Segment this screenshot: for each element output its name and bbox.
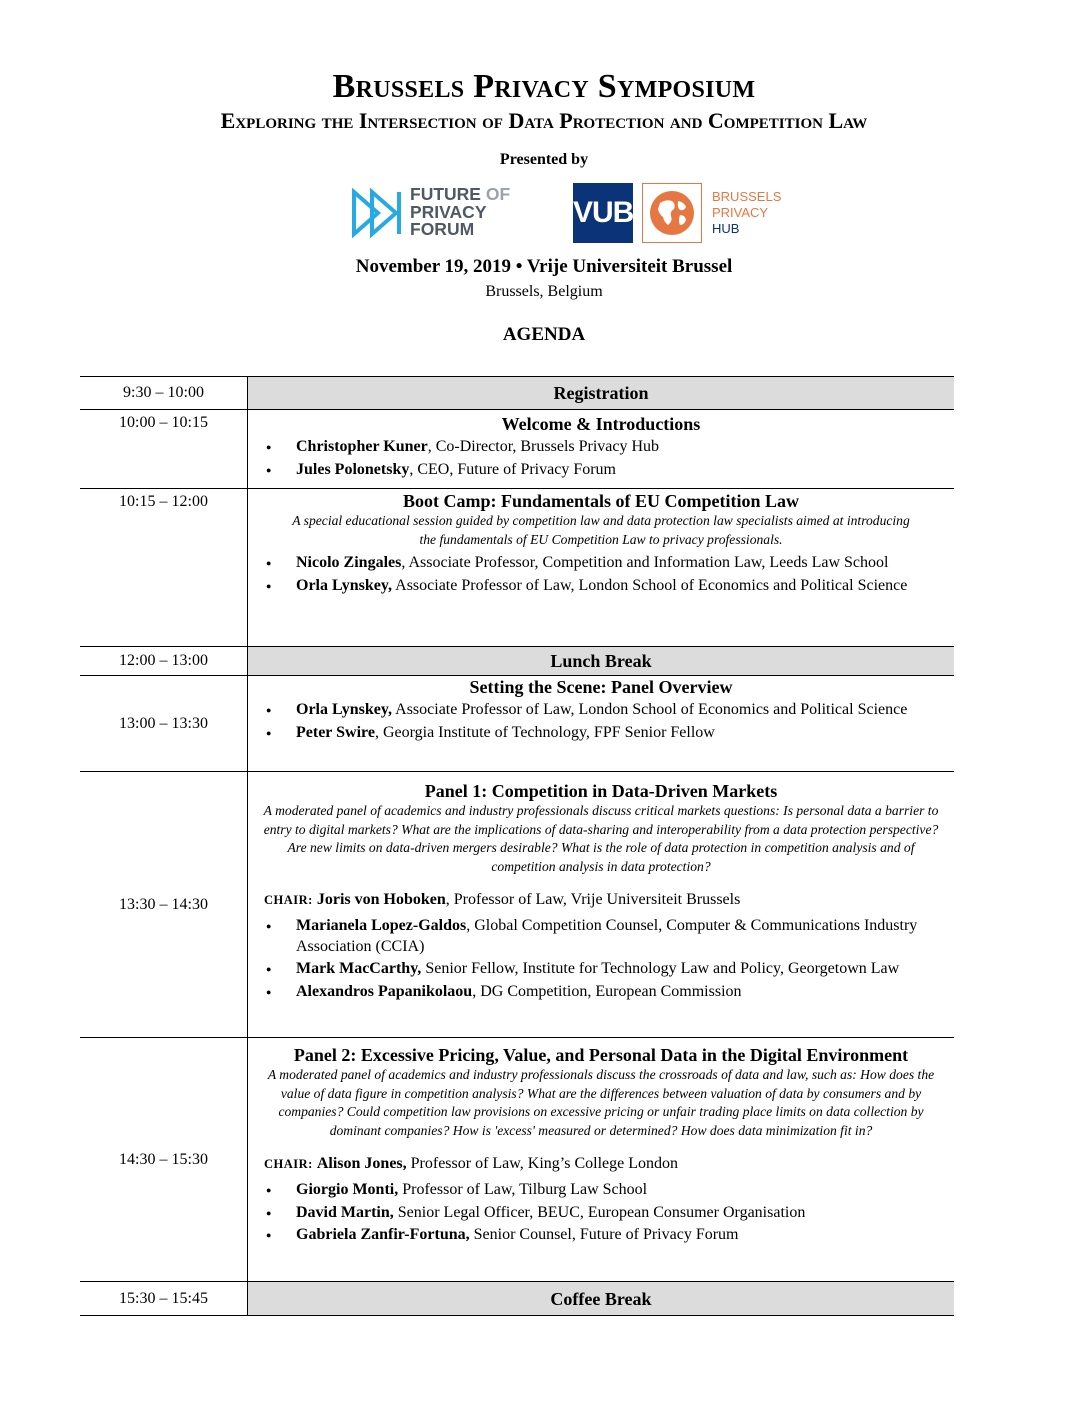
- agenda-row-panel-1: [80, 772, 954, 1038]
- speaker-item: ● Jules Polonetsky, CEO, Future of Privacy Forum: [248, 460, 954, 481]
- session-title: Coffee Break: [550, 1288, 652, 1309]
- session-cell: [248, 1038, 954, 1281]
- speaker-item: ● Christopher Kuner, Co-Director, Brussels Privacy Hub: [248, 437, 954, 458]
- session-title: Boot Camp: Fundamentals of EU Competition Law: [402, 491, 800, 511]
- event-date-venue: November 19, 2019 • Vrije Universiteit Brussel: [355, 256, 733, 277]
- speaker-list: [248, 437, 954, 480]
- session-description: A moderated panel of academics and industry professionals discuss the crossroads of data and law, such as: How does the value of data figure in competition analysis? What are the differences between valuation of data by consumers and by companies? Could competition law provisions on excessive pricing or unfair trading place limits on data collection by dominant companies? How is 'excess' measured or determined? How does data minimization fit in?: [267, 1067, 935, 1138]
- fpf-arrows-icon: [352, 188, 402, 238]
- speaker-item: ● Mark MacCarthy, Senior Fellow, Institute for Technology Law and Policy, Georgetown Law: [248, 959, 954, 980]
- session-time: 13:30 – 14:30: [80, 772, 248, 1037]
- speaker-list: [248, 1180, 954, 1246]
- session-time: 12:00 – 13:00: [80, 647, 248, 675]
- speaker-item: ● Orla Lynskey, Associate Professor of Law, London School of Economics and Political Science: [248, 576, 954, 597]
- session-chair: CHAIR: Joris von Hoboken, Professor of Law, Vrije Universiteit Brussels: [264, 891, 741, 908]
- session-description: A moderated panel of academics and industry professionals discuss critical markets questions: Is personal data a barrier to entry to digital markets? What are the implications of data-sharing and interoperability from a data protection perspective? Are new limits on data-driven mergers desirable? What is the role of data protection in competition analysis and of competition analysis in data protection?: [263, 803, 939, 874]
- session-description: A special educational session guided by competition law and data protection law specialists aimed at introducing the fundamentals of EU Competition Law to privacy professionals.: [292, 513, 910, 547]
- agenda-row-panel-2: [80, 1038, 954, 1282]
- bph-logo-frame: [642, 183, 702, 243]
- session-time: 10:15 – 12:00: [80, 489, 248, 646]
- session-title: Setting the Scene: Panel Overview: [469, 677, 733, 697]
- session-time: 13:00 – 13:30: [80, 676, 248, 771]
- symposium-title: Brussels Privacy Symposium: [332, 68, 756, 105]
- agenda-row-welcome: [80, 410, 954, 489]
- session-title: Lunch Break: [550, 651, 652, 671]
- session-cell: [248, 1282, 954, 1315]
- session-cell: [248, 410, 954, 488]
- session-title: Panel 1: Competition in Data-Driven Markets: [424, 781, 778, 801]
- speaker-item: ● David Martin, Senior Legal Officer, BEUC, European Consumer Organisation: [248, 1203, 954, 1224]
- agenda-row-registration: [80, 376, 954, 410]
- session-cell: [248, 489, 954, 646]
- vub-logo: VUB: [573, 183, 633, 243]
- session-cell: [248, 647, 954, 675]
- speaker-item: ● Nicolo Zingales, Associate Professor, Competition and Information Law, Leeds Law School: [248, 553, 954, 574]
- session-cell: [248, 377, 954, 409]
- bph-wordmark: BRUSSELS PRIVACY HUB: [712, 189, 782, 236]
- symposium-subtitle: Exploring the Intersection of Data Protection and Competition Law: [220, 108, 868, 133]
- session-title: Panel 2: Excessive Pricing, Value, and Personal Data in the Digital Environment: [293, 1045, 909, 1065]
- fpf-wordmark: FUTURE OF PRIVACY FORUM: [410, 184, 511, 239]
- brussels-privacy-hub-logo: [642, 183, 802, 243]
- session-cell: [248, 676, 954, 771]
- session-time: 9:30 – 10:00: [80, 377, 248, 409]
- session-title: Welcome & Introductions: [501, 414, 701, 434]
- presented-by-label: Presented by: [499, 151, 589, 168]
- fpf-logo: [352, 186, 522, 240]
- speaker-item: ● Giorgio Monti, Professor of Law, Tilburg Law School: [248, 1180, 954, 1201]
- speaker-item: ● Alexandros Papanikolaou, DG Competition, European Commission: [248, 982, 954, 1003]
- agenda-row-setting-scene: [80, 676, 954, 772]
- session-time: 14:30 – 15:30: [80, 1038, 248, 1281]
- speaker-list: [248, 700, 954, 743]
- session-chair: CHAIR: Alison Jones, Professor of Law, King’s College London: [264, 1155, 679, 1172]
- session-time: 10:00 – 10:15: [80, 410, 248, 488]
- session-cell: [248, 772, 954, 1037]
- speaker-item: ● Peter Swire, Georgia Institute of Technology, FPF Senior Fellow: [248, 723, 954, 744]
- agenda-row-lunch: [80, 647, 954, 676]
- event-location: Brussels, Belgium: [485, 283, 603, 300]
- session-time: 15:30 – 15:45: [80, 1282, 248, 1315]
- agenda-heading: AGENDA: [502, 324, 586, 345]
- session-title: Registration: [553, 383, 649, 403]
- globe-icon: [648, 189, 696, 237]
- speaker-item: ● Marianela Lopez-Galdos, Global Competition Counsel, Computer & Communications Industry Association (CCIA): [248, 916, 954, 957]
- speaker-item: ● Orla Lynskey, Associate Professor of Law, London School of Economics and Political Science: [248, 700, 954, 721]
- agenda-row-boot-camp: [80, 489, 954, 647]
- speaker-list: [248, 916, 954, 1002]
- speaker-item: ● Gabriela Zanfir-Fortuna, Senior Counsel, Future of Privacy Forum: [248, 1225, 954, 1246]
- agenda-row-coffee: [80, 1282, 954, 1316]
- speaker-list: [248, 553, 954, 596]
